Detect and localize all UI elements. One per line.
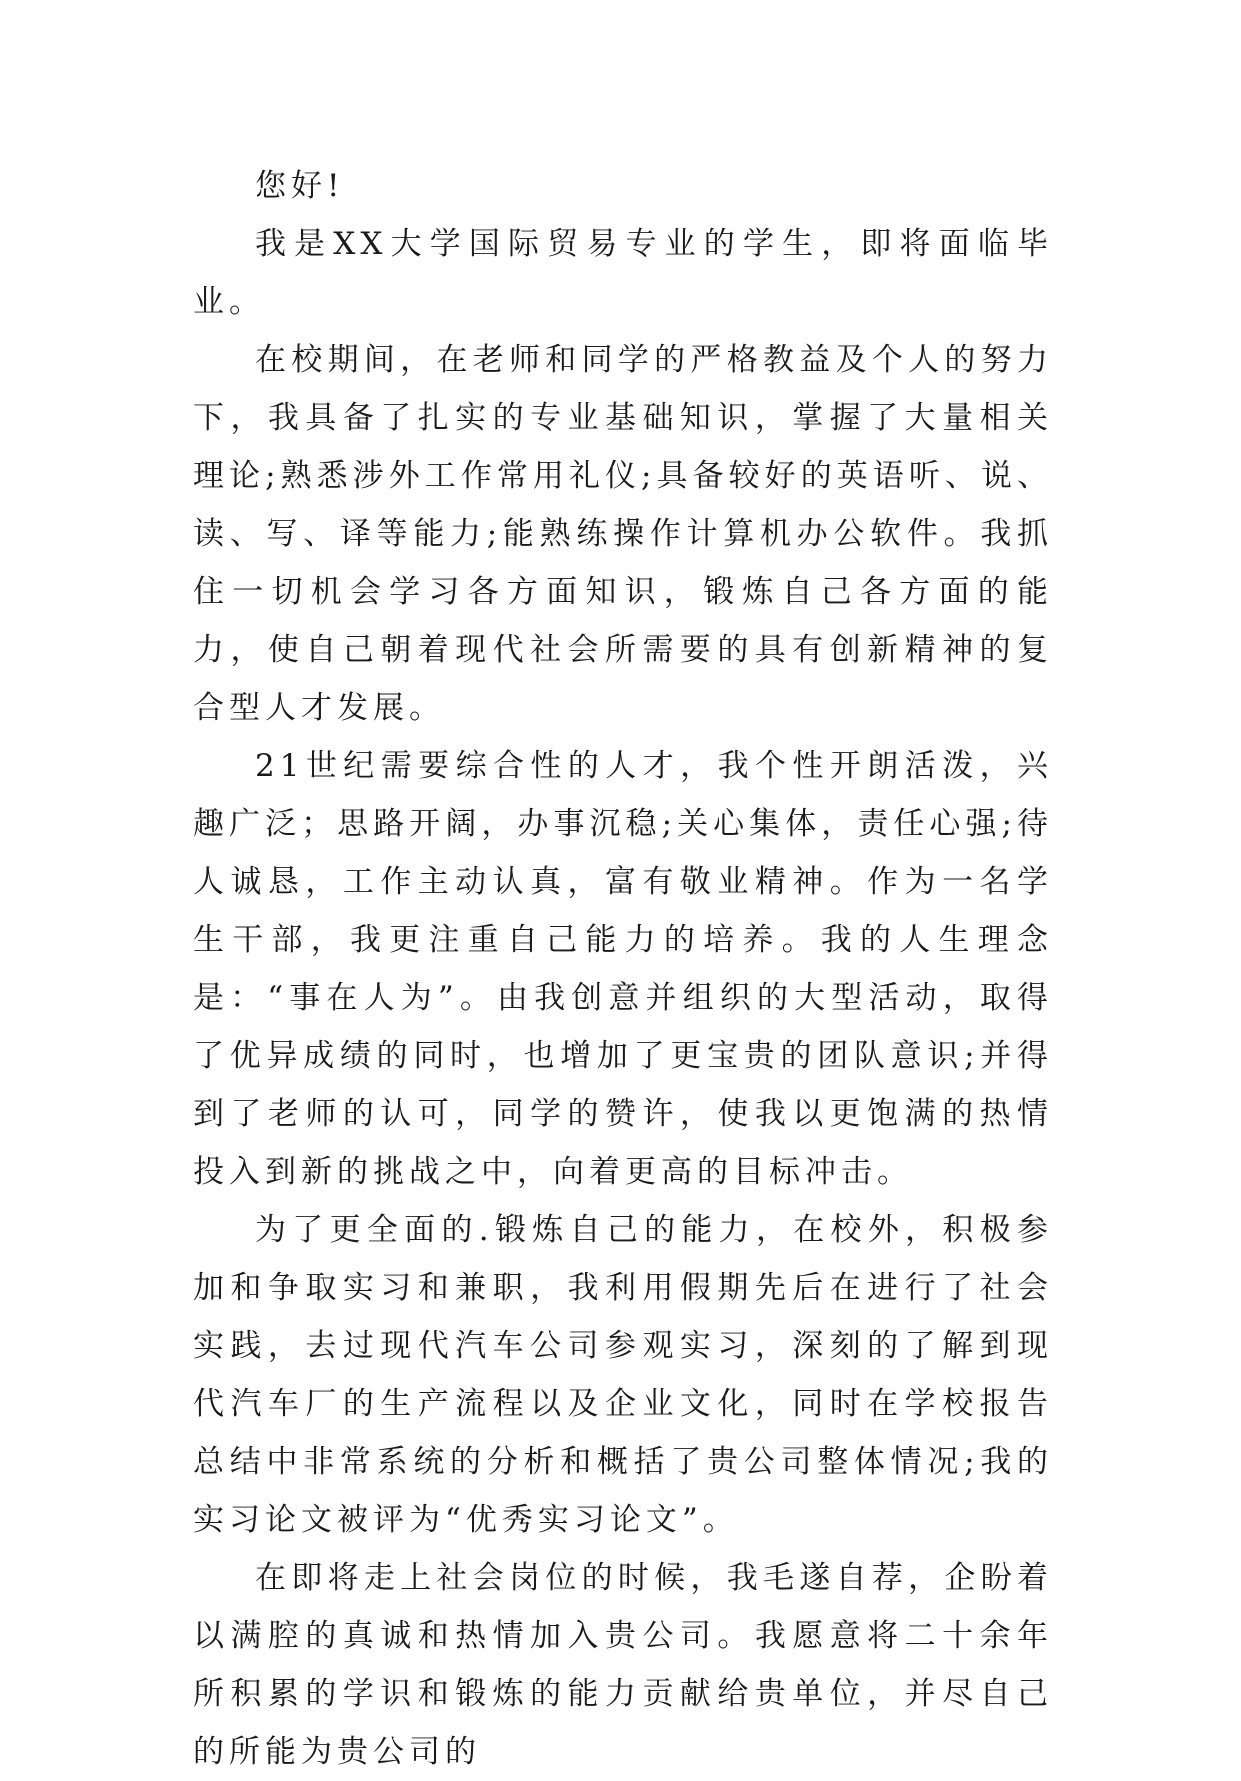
intro-paragraph: 我是XX大学国际贸易专业的学生，即将面临毕业。 [193,226,1053,320]
closing-paragraph: 在即将走上社会岗位的时候，我毛遂自荐，企盼着以满腔的真诚和热情加入贵公司。我愿意将二十余年所积累的学识和锻炼的能力贡献给贵单位，并尽自己的所能为贵公司的 [193,1560,1053,1770]
education-paragraph: 在校期间，在老师和同学的严格教益及个人的努力下，我具备了扎实的专业基础知识，掌握了大量相关理论;熟悉涉外工作常用礼仪;具备较好的英语听、说、读、写、译等能力;能熟练操作计算机办公软件。我抓住一切机会学习各方面知识，锻炼自己各方面的能力，使自己朝着现代社会所需要的具有创新精神的复合型人才发展。 [193,342,1053,726]
personality-paragraph: 21世纪需要综合性的人才，我个性开朗活泼，兴趣广泛；思路开阔，办事沉稳;关心集体，责任心强;待人诚恳，工作主动认真，富有敬业精神。作为一名学生干部，我更注重自己能力的培养。我的人生理念是：“事在人为”。由我创意并组织的大型活动，取得了优异成绩的同时，也增加了更宝贵的团队意识;并得到了老师的认可，同学的赞许，使我以更饱满的热情投入到新的挑战之中，向着更高的目标冲击。 [193,748,1053,1190]
internship-paragraph: 为了更全面的.锻炼自己的能力，在校外，积极参加和争取实习和兼职，我利用假期先后在进行了社会实践，去过现代汽车公司参观实习，深刻的了解到现代汽车厂的生产流程以及企业文化，同时在学校报告总结中非常系统的分析和概括了贵公司整体情况;我的实习论文被评为“优秀实习论文”。 [193,1212,1053,1538]
greeting-paragraph: 您好! [255,168,345,204]
letter-body [193,157,1053,1781]
